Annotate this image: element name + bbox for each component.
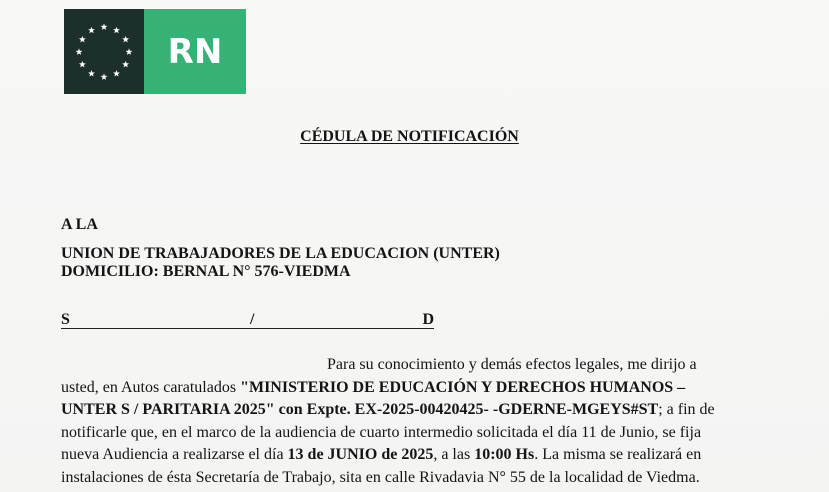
- star-icon: [126, 48, 133, 55]
- signature-rule: [61, 328, 434, 329]
- hearing-time: 10:00 Hs: [474, 446, 535, 463]
- body-line-2-a: usted, en Autos caratulados: [61, 378, 237, 396]
- star-icon: [79, 61, 86, 68]
- body-line-3: [61, 399, 715, 422]
- stars-emblem: [64, 9, 144, 94]
- body-line-3-b: ; a fin de: [658, 401, 715, 418]
- rn-logo: [64, 9, 246, 94]
- document-title: [0, 128, 829, 146]
- star-icon: [76, 48, 83, 55]
- case-title-part-2: UNTER S / PARITARIA 2025" con Expte. EX-2025-00420425- -GDERNE-MGEYS#ST: [61, 401, 659, 418]
- recipient-prefix: A LA: [61, 216, 98, 233]
- signature-left: S: [61, 311, 70, 328]
- title-text: CÉDULA DE NOTIFICACIÓN: [300, 128, 519, 145]
- body-line-5: [61, 444, 707, 467]
- body-line-4-text: notificarle que, en el marco de la audiencia de cuarto intermedio solicitada el día 11 de Junio, se fija: [61, 423, 702, 441]
- star-icon: [101, 73, 108, 80]
- signature-line: [61, 311, 434, 331]
- star-icon: [88, 70, 95, 77]
- signature-middle: /: [250, 311, 255, 328]
- body-line-1-text: Para su conocimiento y demás efectos legales, me dirijo a: [327, 356, 697, 373]
- recipient-address: DOMICILIO: BERNAL N° 576-VIEDMA: [61, 263, 351, 280]
- star-icon: [79, 36, 86, 43]
- body-line-5-c: , a las: [433, 446, 471, 463]
- body-paragraph: [61, 354, 715, 489]
- star-icon: [113, 70, 120, 77]
- body-line-4: [61, 422, 707, 445]
- signature-right: D: [422, 311, 434, 328]
- body-line-6-text: instalaciones de ésta Secretaría de Trabajo, sita en calle Rivadavia N° 55 de la localidad de Viedma.: [61, 468, 700, 486]
- star-icon: [113, 27, 120, 34]
- body-line-2: [61, 377, 707, 400]
- body-line-1: [61, 354, 707, 377]
- star-icon: [88, 27, 95, 34]
- logo-badge: [144, 9, 246, 94]
- stars-ring-icon: [64, 9, 144, 94]
- star-icon: [101, 23, 108, 30]
- body-line-5-a: nueva Audiencia a realizarse el día: [61, 446, 284, 463]
- logo-letters: RN: [167, 31, 223, 72]
- star-icon: [122, 61, 129, 68]
- body-line-5-e: . La misma se realizará en: [534, 446, 702, 463]
- case-title-part-1: "MINISTERIO DE EDUCACIÓN Y DERECHOS HUMANOS –: [240, 378, 686, 396]
- recipient-name: UNION DE TRABAJADORES DE LA EDUCACION (UNTER): [61, 245, 500, 262]
- body-line-6: [61, 467, 707, 490]
- star-icon: [122, 36, 129, 43]
- hearing-date: 13 de JUNIO de 2025: [287, 446, 434, 463]
